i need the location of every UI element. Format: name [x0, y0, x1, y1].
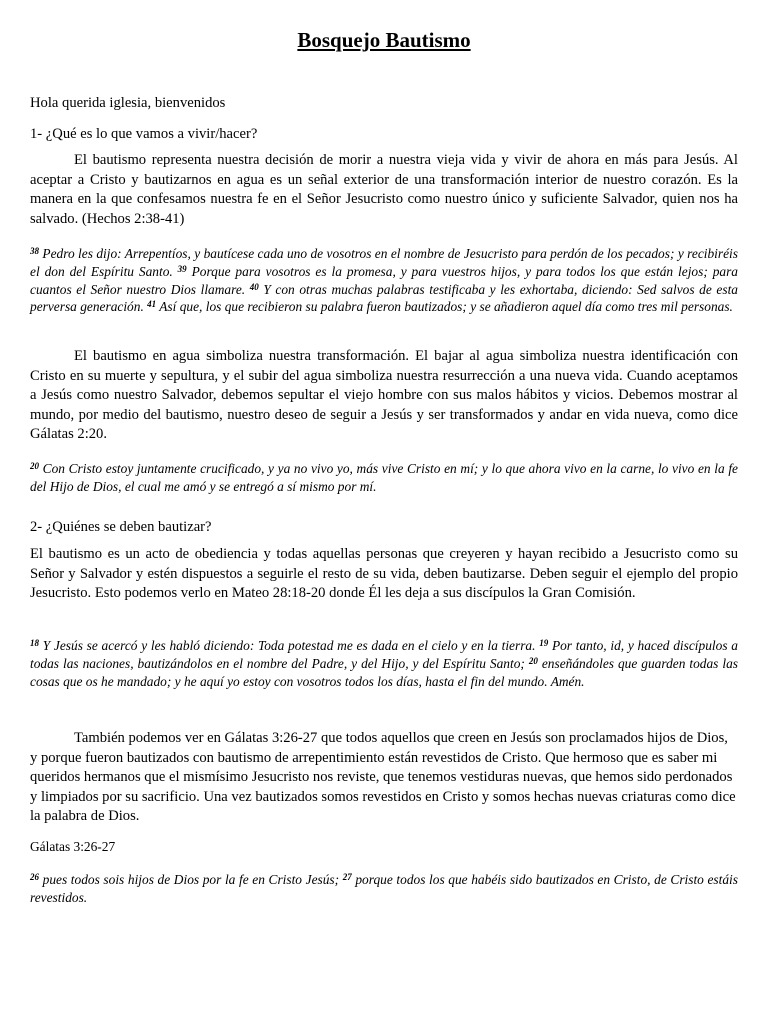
- verse-number: 41: [147, 299, 157, 310]
- verse-number: 20: [528, 655, 538, 666]
- verse-hechos: [30, 245, 738, 316]
- greeting: Hola querida iglesia, bienvenidos: [30, 95, 226, 111]
- verse-mateo: [30, 637, 738, 690]
- verse-number: 26: [30, 872, 39, 882]
- paragraph-4: También podemos ver en Gálatas 3:26-27 que todos aquellos que creen en Jesús son proclamados hijos de Dios, y porque fueron bautizados con bautismo de arrepentimiento están revestidos de Cristo. Que hermoso que es saber mi queridos hermanos que el mismísimo Jesucristo nos reviste, que tenemos vestiduras nuevas, que hemos sido perdonados y limpiados por su sacrificio. Una vez bautizados somos revestidos en Cristo y somos hechas nuevas criaturas como dice la palabra de Dios.: [30, 730, 736, 825]
- verse-text: Así que, los que recibieron su palabra fueron bautizados; y se añadieron aquel día como tres mil personas.: [159, 299, 733, 315]
- verse-number: 20: [30, 461, 39, 471]
- verse-text: porque todos los que habéis sido bautizados en Cristo, de Cristo estáis revestidos.: [30, 872, 738, 905]
- verse-number: 38: [30, 246, 39, 256]
- verse-number: 19: [539, 638, 549, 648]
- question-2: 2- ¿Quiénes se deben bautizar?: [30, 519, 212, 535]
- reference-galatas-3-26: Gálatas 3:26-27: [30, 839, 116, 854]
- verse-number: 18: [30, 638, 39, 648]
- page-title: Bosquejo Bautismo: [297, 28, 471, 52]
- verse-text: Y Jesús se acercó y les habló diciendo: Toda potestad me es dada en el cielo y en la tierra.: [42, 638, 540, 653]
- verse-text: Por tanto, id, y haced discípulos a todas las naciones, bautizándolos en el nombre del Padre, y del Hijo, y del Espíritu Santo;: [30, 638, 738, 671]
- verse-text: Con Cristo estoy juntamente crucificado, y ya no vivo yo, más vive Cristo en mí; y lo que ahora vivo en la carne, lo vivo en la fe del Hijo de Dios, el cual me amó y se entregó a sí mismo por mí.: [30, 461, 738, 494]
- verse-text: Porque para vosotros es la promesa, y para vuestros hijos, y para todos los que están lejos; para cuantos el Señor nuestro Dios llamare.: [30, 263, 738, 297]
- verse-galatas-3-26: [30, 871, 738, 907]
- question-1: 1- ¿Qué es lo que vamos a vivir/hacer?: [30, 126, 258, 142]
- verse-text: Pedro les dijo: Arrepentíos, y bautícese cada uno de vosotros en el nombre de Jesucristo para perdón de los pecados; y recibiréis el don del Espíritu Santo.: [30, 246, 738, 279]
- verse-text: Y con otras muchas palabras testificaba y les exhortaba, diciendo: Sed salvos de esta perversa generación.: [30, 281, 738, 315]
- verse-number: 40: [249, 281, 259, 292]
- verse-number: 39: [177, 263, 187, 274]
- verse-text: pues todos sois hijos de Dios por la fe en Cristo Jesús;: [42, 872, 343, 887]
- paragraph-1: El bautismo representa nuestra decisión de morir a nuestra vieja vida y vivir de ahora en más para Jesús. Al aceptar a Cristo y bautizarnos en agua es un señal exterior de una transformación interior de nuestro corazón. Es la manera en la que confesamos nuestra fe en el Señor Jesucristo como nuestro único y suficiente Salvador, quien nos ha salvado. (Hechos 2:38-41): [30, 152, 738, 227]
- paragraph-2: El bautismo en agua simboliza nuestra transformación. El bajar al agua simboliza nuestra identificación con Cristo en su muerte y sepultura, y el subir del agua simboliza nuestra resurrección a una nueva vida. Cuando aceptamos a Jesús como nuestro Salvador, debemos sepultar el viejo hombre con sus malos hábitos y vicios. Debemos mostrar al mundo, por medio del bautismo, nuestro deseo de seguir a Jesús y ser transformados y andar en vida nueva, como dice Gálatas 2:20.: [30, 348, 738, 443]
- verse-galatas-2-20: [30, 460, 738, 496]
- verse-number: 27: [342, 872, 352, 882]
- paragraph-3: El bautismo es un acto de obediencia y todas aquellas personas que creyeren y hayan recibido a Jesucristo como su Señor y Salvador y estén dispuestos a seguirle el resto de su vida, deben bautizarse. Deben seguir el ejemplo del propio Jesucristo. Esto podemos verlo en Mateo 28:18-20 donde Él les deja a sus discípulos la Gran Comisión.: [30, 546, 738, 602]
- verse-text: enseñándoles que guarden todas las cosas que os he mandado; y he aquí yo estoy con vosotros todos los días, hasta el fin del mundo. Amén.: [30, 655, 738, 689]
